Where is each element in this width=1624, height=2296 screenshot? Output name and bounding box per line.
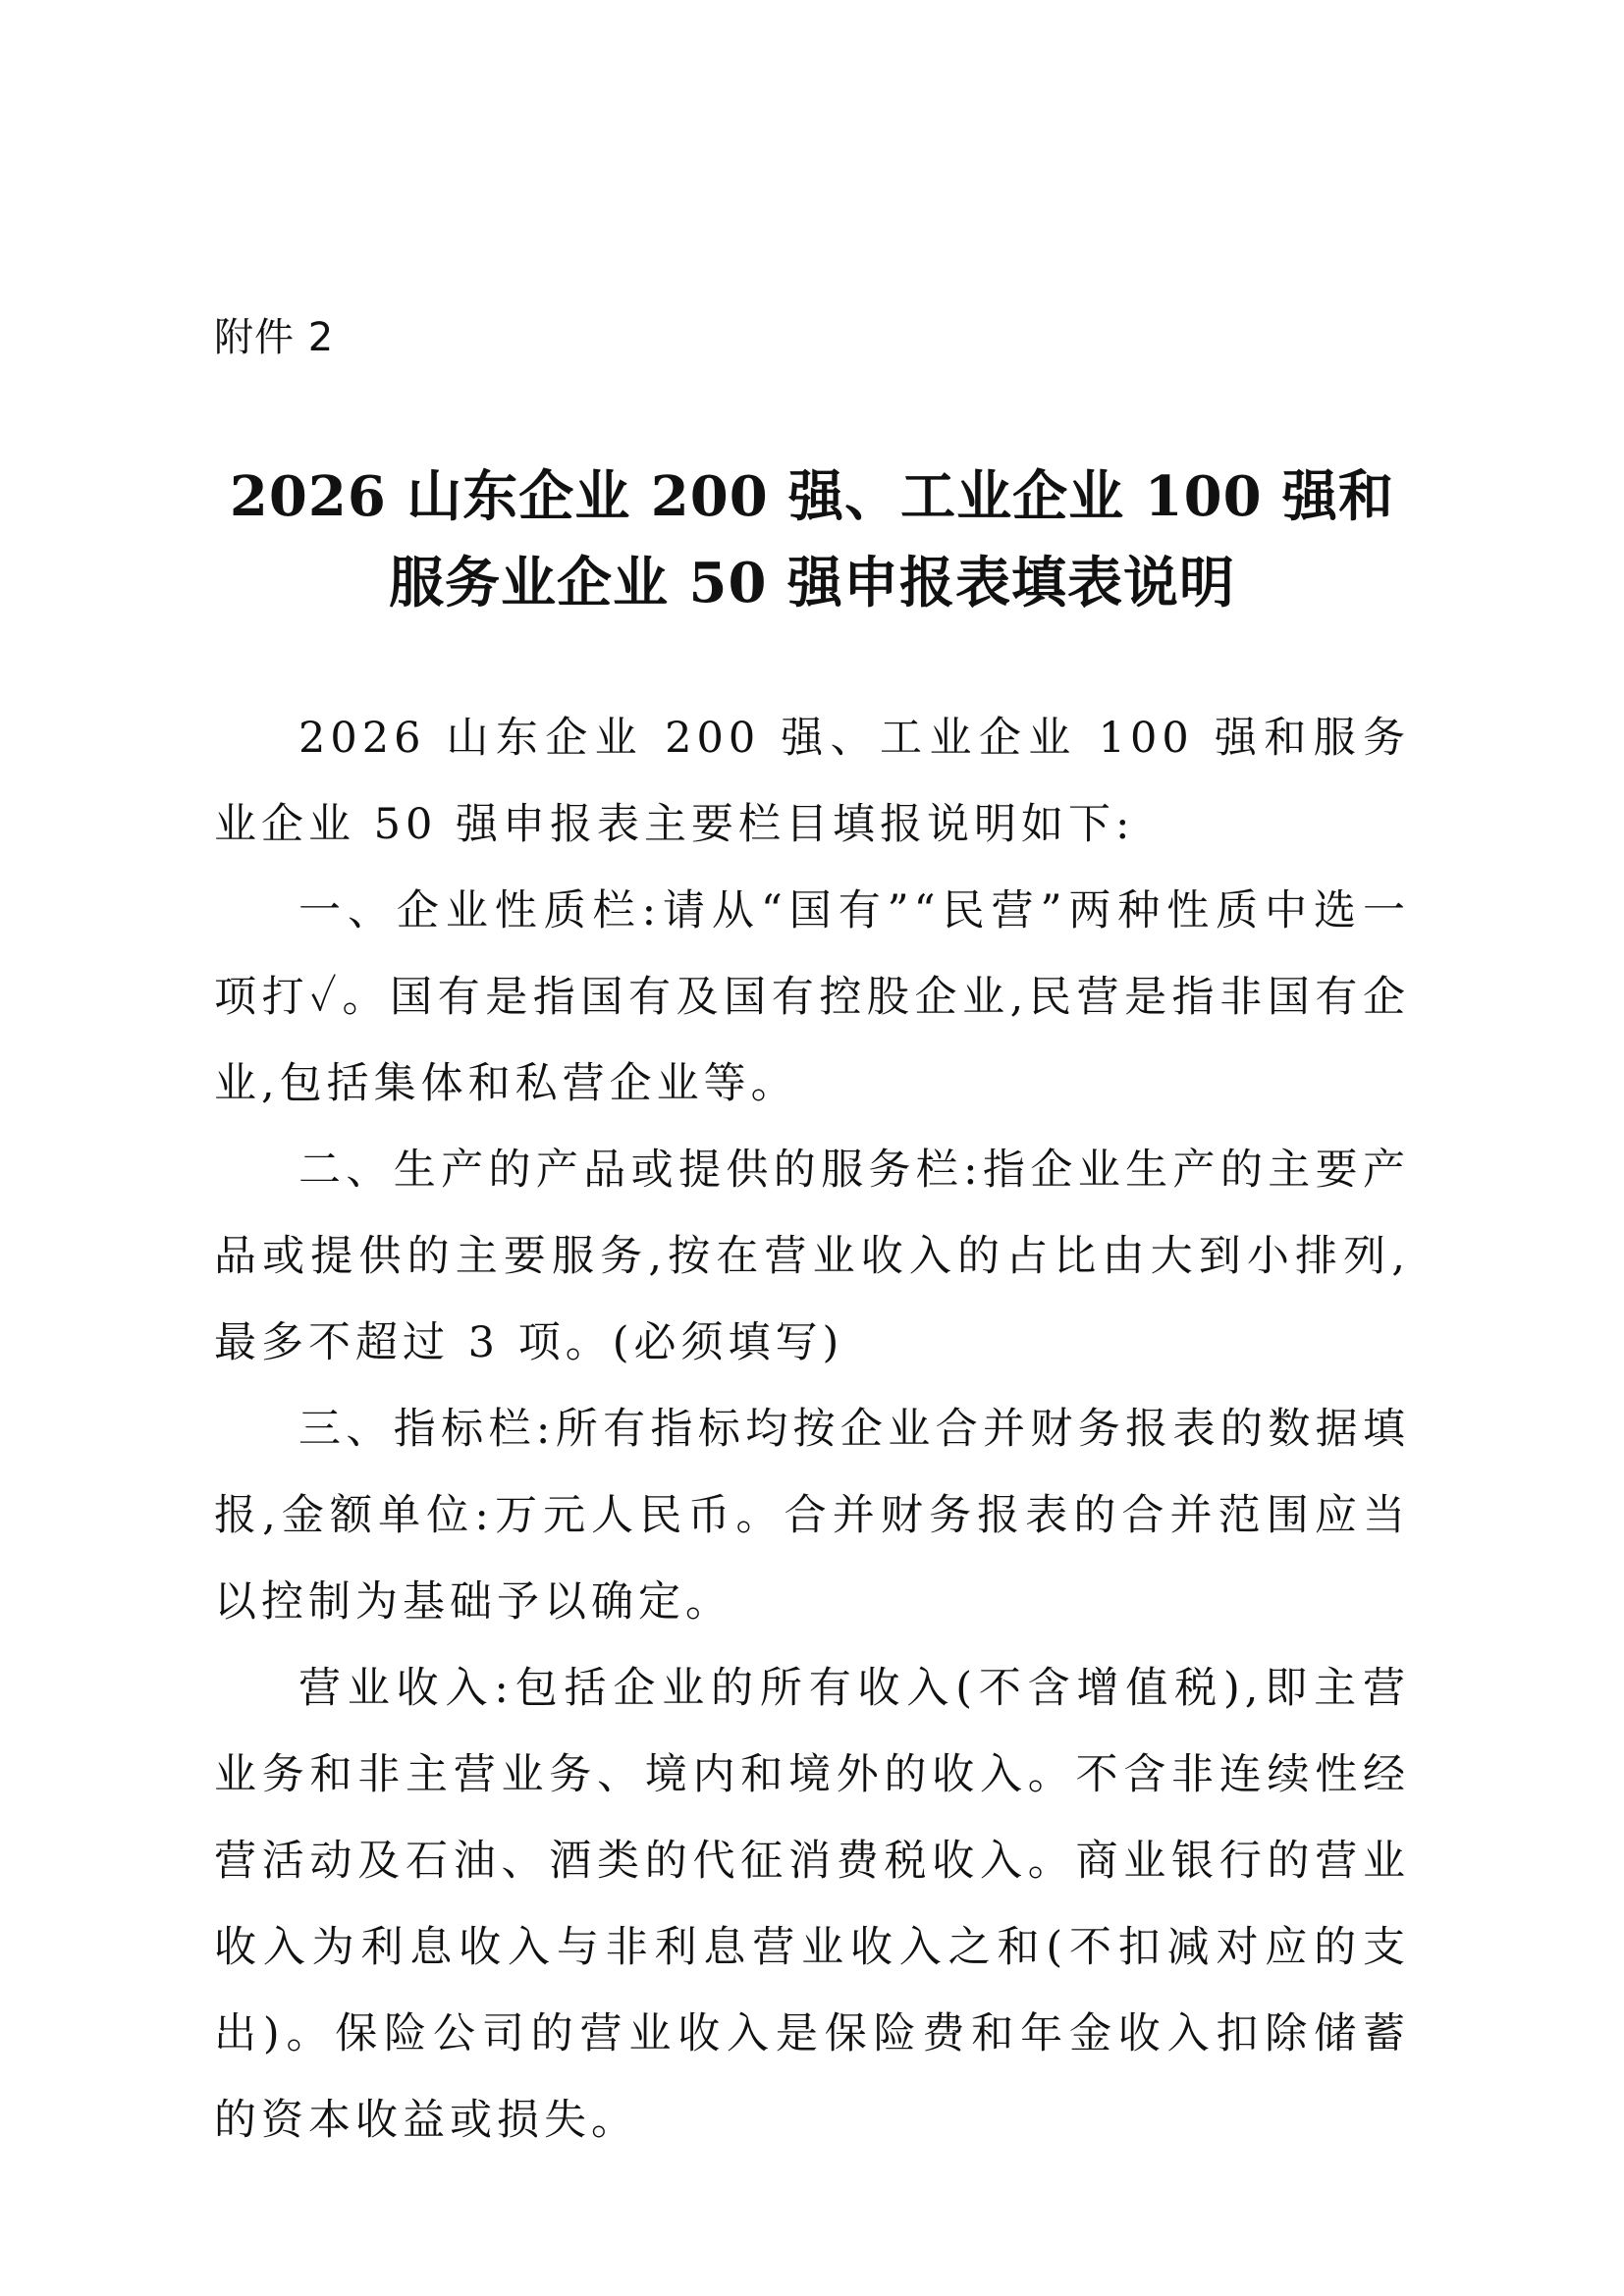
indicators-paragraph: 三、指标栏:所有指标均按企业合并财务报表的数据填报,金额单位:万元人民币。合并财务报表的合并范围应当以控制为基础予以确定。 [214, 1405, 1410, 1627]
products-services-paragraph: 二、生产的产品或提供的服务栏:指企业生产的主要产品或提供的主要服务,按在营业收入的占比由大到小排列,最多不超过 3 项。(必须填写) [214, 1146, 1410, 1367]
intro-paragraph: 2026 山东企业 200 强、工业企业 100 强和服务业企业 50 强申报表主要栏目填报说明如下: [214, 714, 1410, 849]
enterprise-nature-paragraph: 一、企业性质栏:请从“国有”“民营”两种性质中选一项打✓。国有是指国有及国有控股企业,民营是指非国有企业,包括集体和私营企业等。 [214, 886, 1410, 1108]
title-line-2: 服务业企业 50 强申报表填表说明 [389, 551, 1235, 615]
document-body [214, 695, 1410, 2163]
title-line-1: 2026 山东企业 200 强、工业企业 100 强和 [229, 464, 1395, 529]
attachment-label: 附件 2 [214, 315, 335, 360]
document-title [196, 454, 1428, 626]
revenue-paragraph: 营业收入:包括企业的所有收入(不含增值税),即主营业务和非主营业务、境内和境外的收入。不含非连续性经营活动及石油、酒类的代征消费税收入。商业银行的营业收入为利息收入与非利息营业收入之和(不扣减对应的支出)。保险公司的营业收入是保险费和年金收入扣除储蓄的资本收益或损失。 [214, 1664, 1410, 2145]
